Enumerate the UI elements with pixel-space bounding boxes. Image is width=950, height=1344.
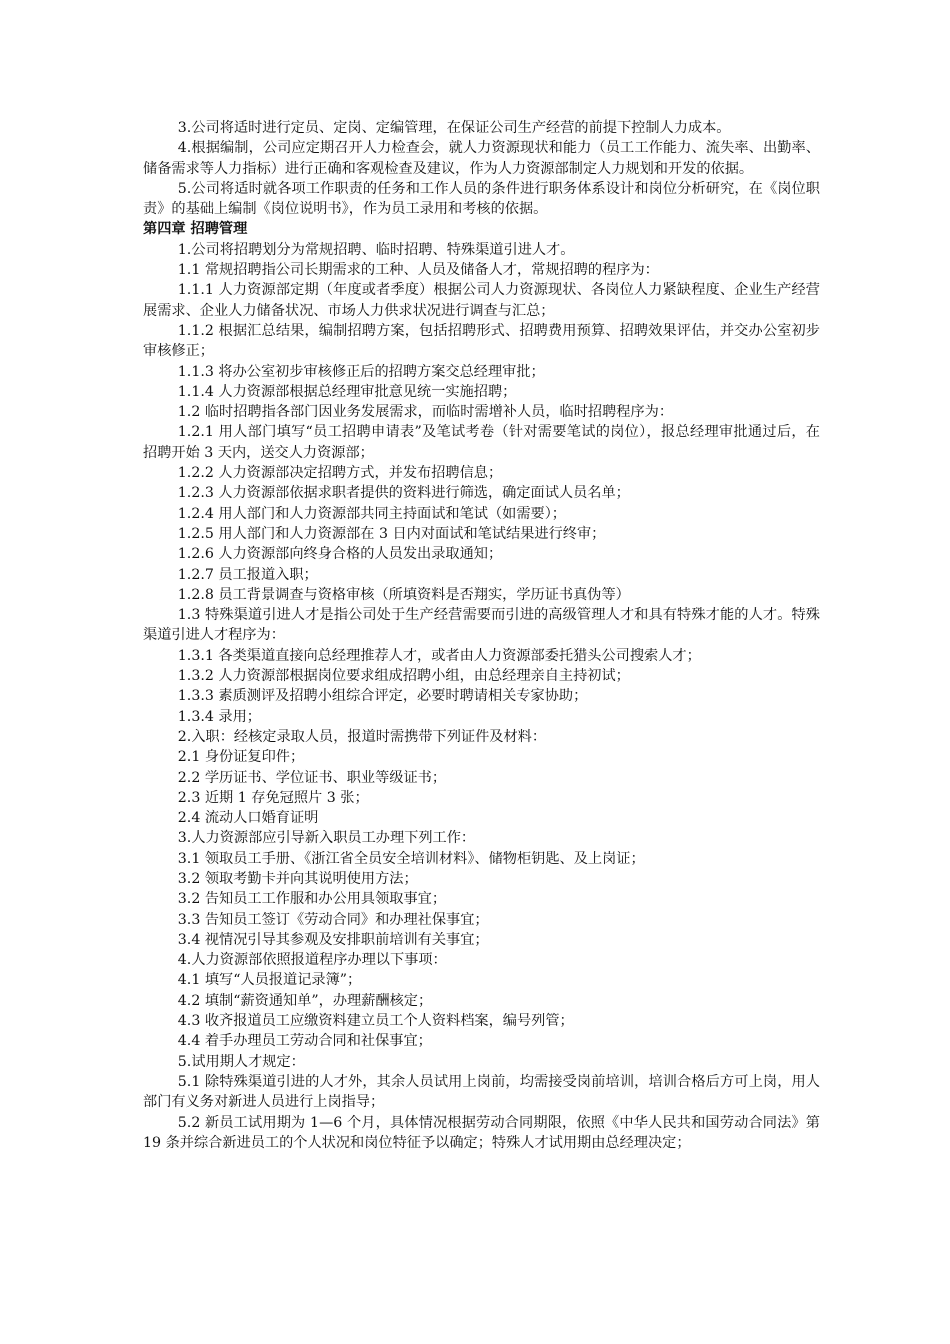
paragraph: 1.2.3 人力资源部依据求职者提供的资料进行筛选，确定面试人员名单； [177,485,630,502]
paragraph: 1.1.1 人力资源部定期（年度或者季度）根据公司人力资源现状、各岗位人力紧缺程度、企业生产经营展需求、企业人力储备状况、市场人力供求状况进行调查与汇总； [143,282,820,319]
paragraph: 4.人力资源部依照报道程序办理以下事项： [177,952,447,969]
chapter-heading: 第四章 招聘管理 [143,221,248,238]
paragraph: 3.1 领取员工手册、《浙江省全员安全培训材料》、储物柜钥匙、及上岗证； [177,850,645,867]
paragraph: 1.2.4 用人部门和人力资源部共同主持面试和笔试（如需要）； [177,505,566,522]
paragraph: 2.1 身份证复印件； [177,749,305,766]
paragraph: 1.2.5 用人部门和人力资源部在 3 日内对面试和笔试结果进行终审； [177,525,606,542]
paragraph: 3.2 告知员工工作服和办公用具领取事宜； [177,891,447,908]
paragraph: 3.2 领取考勤卡并向其说明使用方法； [177,870,418,887]
paragraph: 1.3.1 各类渠道直接向总经理推荐人才，或者由人力资源部委托猎头公司搜索人才； [177,647,701,664]
paragraph: 1.3.3 素质测评及招聘小组综合评定，必要时聘请相关专家协助； [177,688,588,705]
paragraph: 4.2 填制“薪资通知单”，办理薪酬核定； [177,992,433,1009]
paragraph: 3.4 视情况引导其参观及安排职前培训有关事宜； [177,931,489,948]
paragraph: 1.2.7 员工报道入职； [177,566,318,583]
paragraph: 1.2.6 人力资源部向终身合格的人员发出录取通知； [177,546,503,563]
paragraph: 4.根据编制，公司应定期召开人力检查会，就人力资源现状和能力（员工工作能力、流失率、出勤率、储备需求等人力指标）进行正确和客观检查及建议，作为人力资源部制定人力规划和开发的依据。 [143,140,820,177]
paragraph: 3.3 告知员工签订《劳动合同》和办理社保事宜； [177,911,489,928]
paragraph: 3.人力资源部应引导新入职员工办理下列工作： [177,830,476,847]
paragraph: 5.1 除特殊渠道引进的人才外，其余人员试用上岗前，均需接受岗前培训，培训合格后方可上岗，用人部门有义务对新进人员进行上岗指导； [143,1073,820,1111]
paragraph: 1.1.2 根据汇总结果，编制招聘方案，包括招聘形式、招聘费用预算、招聘效果评估，并交办公室初步审核修正； [143,322,820,360]
paragraph: 2.4 流动人口婚育证明 [177,810,319,827]
paragraph: 1.公司将招聘划分为常规招聘、临时招聘、特殊渠道引进人才。 [177,241,575,258]
paragraph: 5.试用期人才规定： [177,1053,305,1070]
paragraph: 1.2.1 用人部门填写“员工招聘申请表”及笔试考卷（针对需要笔试的岗位），报总经理审批通过后，在招聘开始 3 天内，送交人力资源部； [143,424,820,461]
paragraph: 2.入职：经核定录取人员，报道时需携带下列证件及材料： [177,728,547,745]
paragraph: 2.2 学历证书、学位证书、职业等级证书； [177,769,447,786]
paragraph: 1.2.8 员工背景调查与资格审核（所填资料是否翔实，学历证书真伪等） [177,586,630,603]
paragraph: 1.3.4 录用； [177,708,261,725]
paragraph: 5.2 新员工试用期为 1—6 个月，具体情况根据劳动合同期限，依照《中华人民共和国劳动合同法》第 19 条并综合新进员工的个人状况和岗位特征予以确定；特殊人才试用期由总经理决定； [143,1114,820,1151]
paragraph: 1.1.3 将办公室初步审核修正后的招聘方案交总经理审批； [177,363,545,380]
paragraph: 3.公司将适时进行定员、定岗、定编管理，在保证公司生产经营的前提下控制人力成本。 [177,120,731,136]
paragraph: 1.3 特殊渠道引进人才是指公司处于生产经营需要而引进的高级管理人才和具有特殊才能的人才。特殊渠道引进人才程序为： [143,607,820,644]
paragraph: 2.3 近期 1 存免冠照片 3 张； [177,789,369,806]
paragraph: 4.1 填写“人员报道记录簿”； [177,972,362,989]
paragraph: 5.公司将适时就各项工作职责的任务和工作人员的条件进行职务体系设计和岗位分析研究，在《岗位职责》的基础上编制《岗位说明书》，作为员工录用和考核的依据。 [143,180,820,218]
paragraph: 1.1.4 人力资源部根据总经理审批意见统一实施招聘； [177,383,517,400]
paragraph: 1.3.2 人力资源部根据岗位要求组成招聘小组，由总经理亲自主持初试； [177,668,630,685]
paragraph: 1.2.2 人力资源部决定招聘方式，并发布招聘信息； [177,465,503,482]
document-page [143,118,820,1153]
paragraph: 1.1 常规招聘指公司长期需求的工种、人员及储备人才，常规招聘的程序为： [177,262,659,279]
paragraph: 4.4 着手办理员工劳动合同和社保事宜； [177,1033,432,1050]
paragraph: 1.2 临时招聘指各部门因业务发展需求，而临时需增补人员，临时招聘程序为： [177,404,674,421]
paragraph: 4.3 收齐报道员工应缴资料建立员工个人资料档案，编号列管； [177,1013,574,1030]
